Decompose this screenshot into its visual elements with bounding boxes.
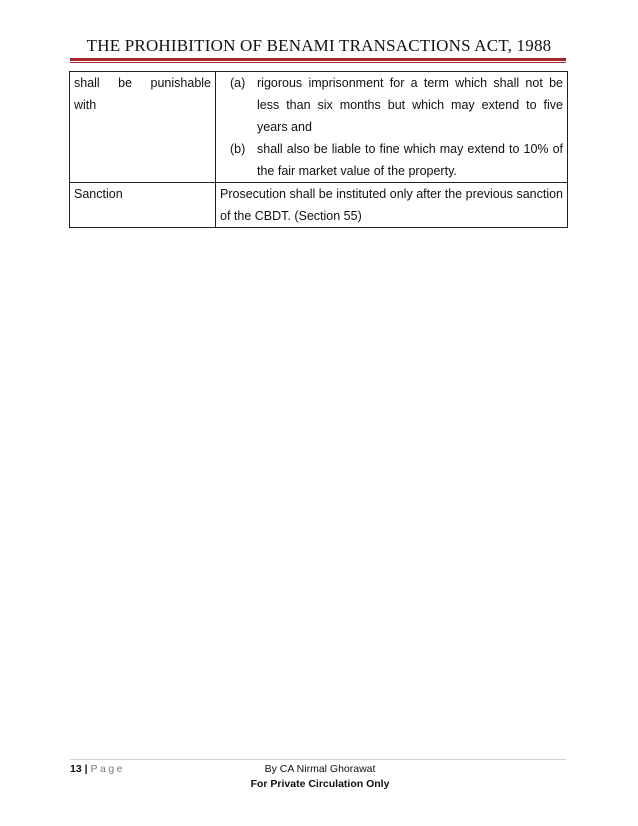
- table-row: [70, 72, 568, 183]
- item-text: rigorous imprisonment for a term which shall not be less than six months but which may extend to five years and: [257, 76, 563, 134]
- provisions-table: [69, 71, 568, 228]
- row-content-cell: [216, 72, 568, 183]
- row-label: Sanction: [74, 187, 123, 201]
- page-number-separator: |: [84, 763, 88, 775]
- row-label-continuation: with: [74, 98, 97, 112]
- table-row: [70, 183, 568, 228]
- header-rule-thin: [70, 62, 566, 63]
- header-rule: [70, 58, 566, 61]
- page-number-value: 13: [70, 763, 82, 775]
- row-label: shall be punishable: [74, 76, 211, 90]
- item-label: (a): [230, 76, 246, 90]
- page-number: [70, 763, 125, 775]
- row-label-cell: [70, 72, 216, 183]
- item-label: (b): [230, 142, 246, 156]
- item-text: shall also be liable to fine which may extend to 10% of the fair market value of the property.: [257, 142, 563, 178]
- page-word: Page: [90, 763, 126, 775]
- author-line: By CA Nirmal Ghorawat: [264, 763, 376, 775]
- footer-rule: [70, 759, 566, 760]
- row-content-cell: [216, 183, 568, 228]
- list-item: [220, 138, 563, 182]
- row-label-cell: [70, 183, 216, 228]
- row-text: Prosecution shall be instituted only after the previous sanction of the CBDT. (Section 55): [220, 187, 563, 223]
- list-item: [220, 72, 563, 138]
- page-header-title: THE PROHIBITION OF BENAMI TRANSACTIONS ACT, 1988: [86, 36, 552, 55]
- circulation-note: For Private Circulation Only: [250, 778, 390, 790]
- footer-credits: [210, 762, 430, 792]
